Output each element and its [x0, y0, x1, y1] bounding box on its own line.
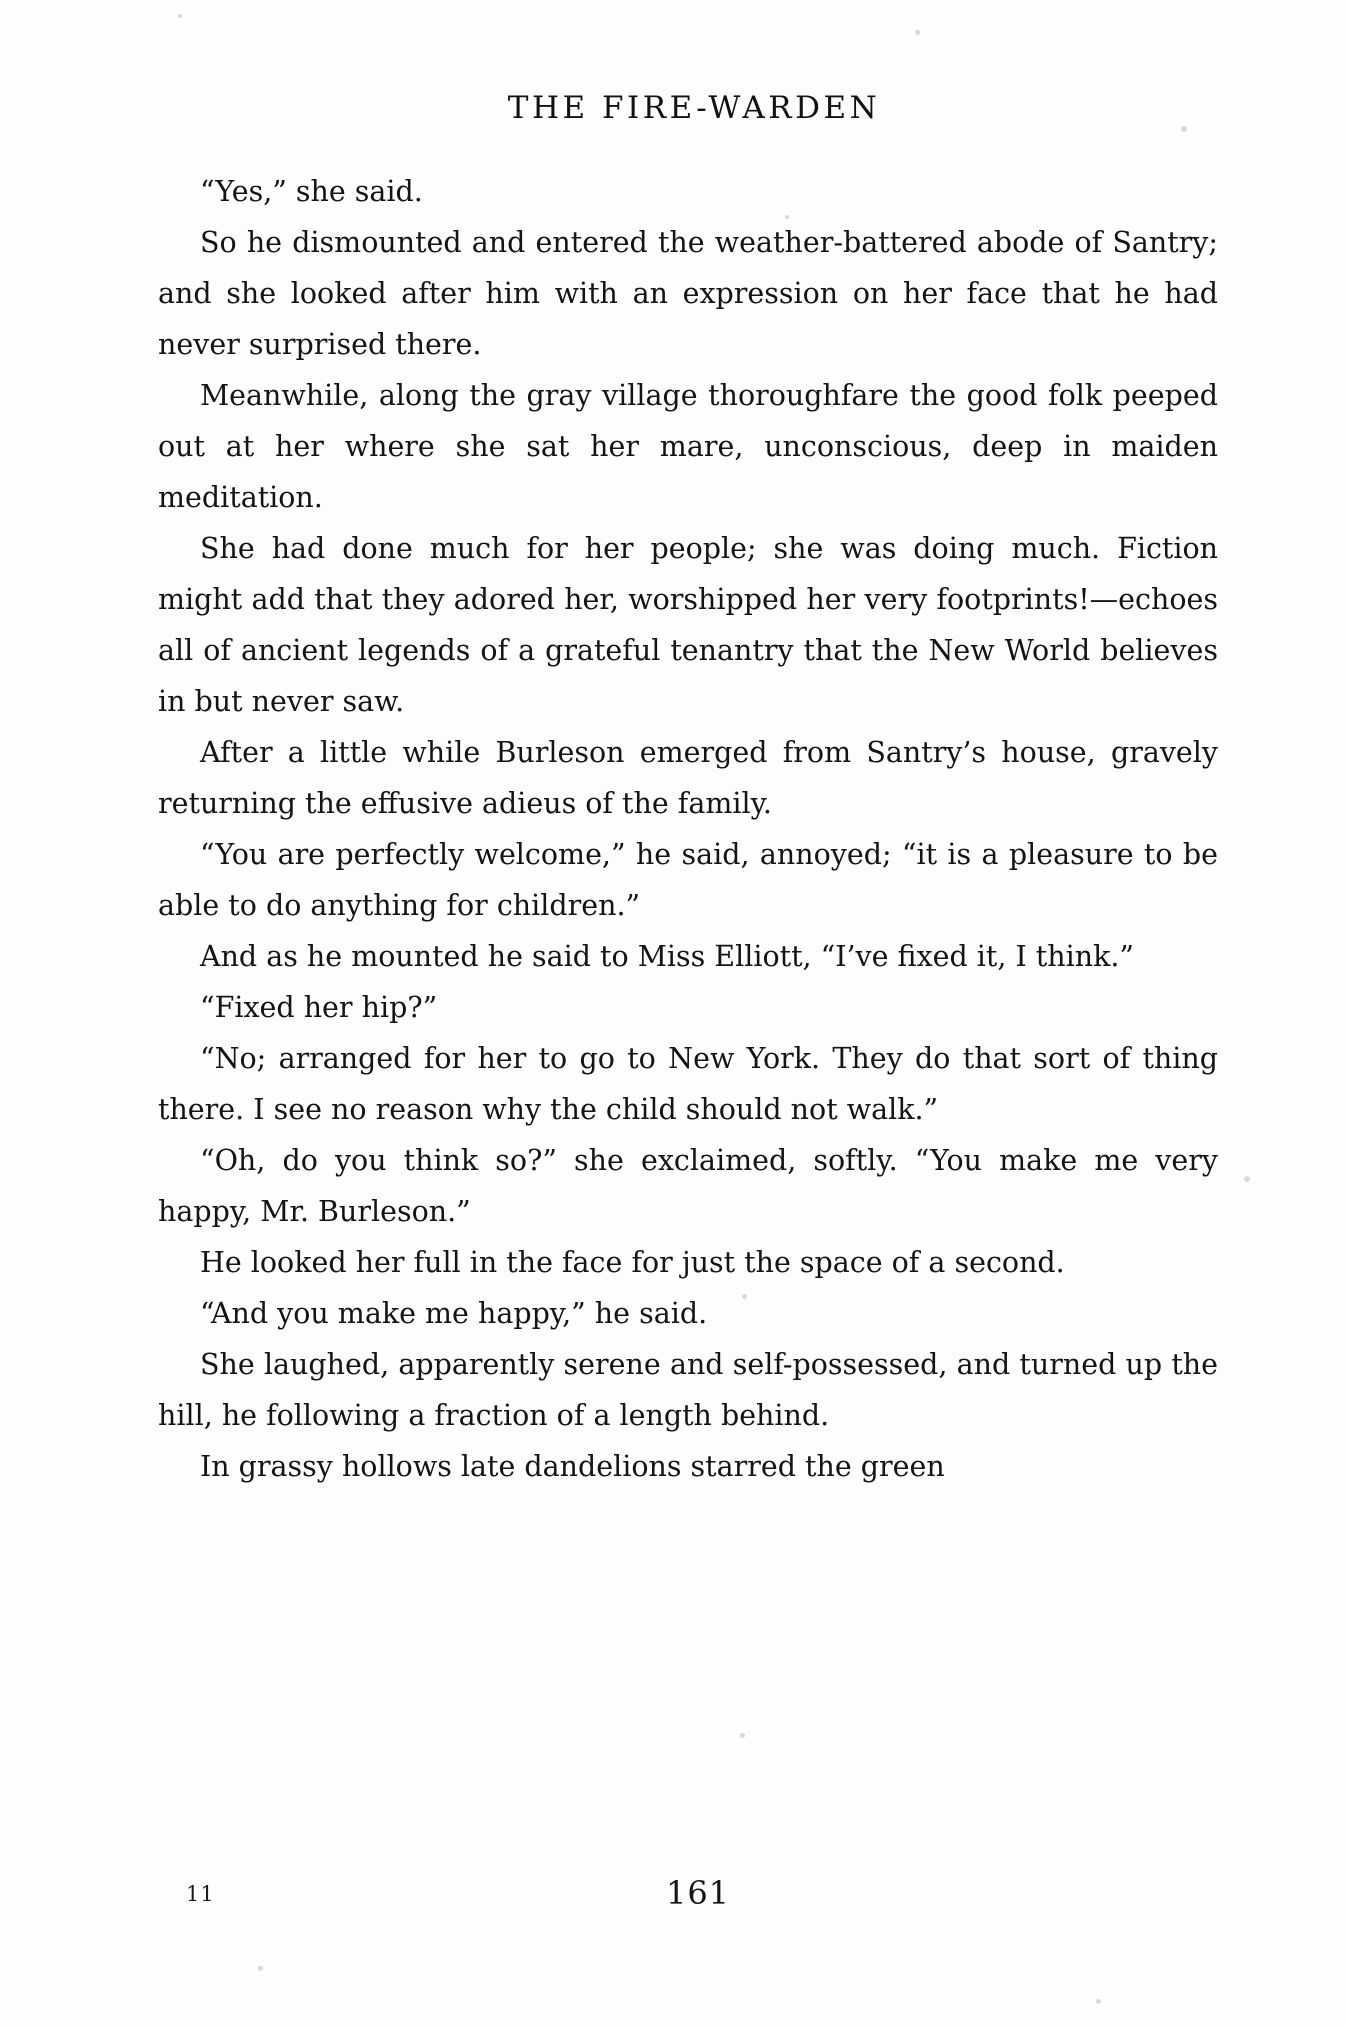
- scan-speck: [178, 14, 182, 18]
- paragraph: “You are perfectly welcome,” he said, annoyed; “it is a pleasure to be able to do anything for children.”: [158, 838, 1218, 922]
- body-text: [158, 166, 1218, 1492]
- page-footer: [158, 1874, 1218, 1914]
- scan-speck: [1096, 1999, 1101, 2004]
- paragraph: And as he mounted he said to Miss Elliott, “I’ve fixed it, I think.”: [200, 940, 1134, 973]
- paragraph: He looked her full in the face for just the space of a second.: [200, 1246, 1065, 1279]
- scan-speck: [740, 1733, 745, 1738]
- paragraph: “Oh, do you think so?” she exclaimed, softly. “You make me very happy, Mr. Burleson.”: [158, 1144, 1218, 1228]
- signature-mark: 11: [186, 1882, 215, 1906]
- running-head: THE FIRE-WARDEN: [507, 90, 881, 126]
- paragraph: “No; arranged for her to go to New York. They do that sort of thing there. I see no reason why the child should not walk.”: [158, 1042, 1218, 1126]
- paragraph: She had done much for her people; she was doing much. Fiction might add that they adored her, worshipped her very footprints!—echoes all of ancient legends of a grateful tenantry that the New World believes in but never saw.: [158, 532, 1218, 718]
- scan-speck: [915, 30, 920, 35]
- page-content: [158, 90, 1218, 1492]
- paragraph: So he dismounted and entered the weather-battered abode of Santry; and she looked after him with an expression on her face that he had never surprised there.: [158, 226, 1218, 361]
- page-number: 161: [665, 1874, 731, 1912]
- scan-speck: [258, 1966, 263, 1971]
- paragraph: “And you make me happy,” he said.: [200, 1297, 708, 1330]
- paragraph: She laughed, apparently serene and self-possessed, and turned up the hill, he following a fraction of a length behind.: [158, 1348, 1218, 1432]
- paragraph: Meanwhile, along the gray village thoroughfare the good folk peeped out at her where she sat her mare, unconscious, deep in maiden meditation.: [158, 379, 1218, 514]
- paragraph: After a little while Burleson emerged from Santry’s house, gravely returning the effusive adieus of the family.: [158, 736, 1218, 820]
- paragraph: “Fixed her hip?”: [200, 991, 438, 1024]
- paragraph: “Yes,” she said.: [200, 175, 423, 208]
- scan-speck: [1244, 1176, 1250, 1182]
- paragraph: In grassy hollows late dandelions starred the green: [200, 1450, 945, 1483]
